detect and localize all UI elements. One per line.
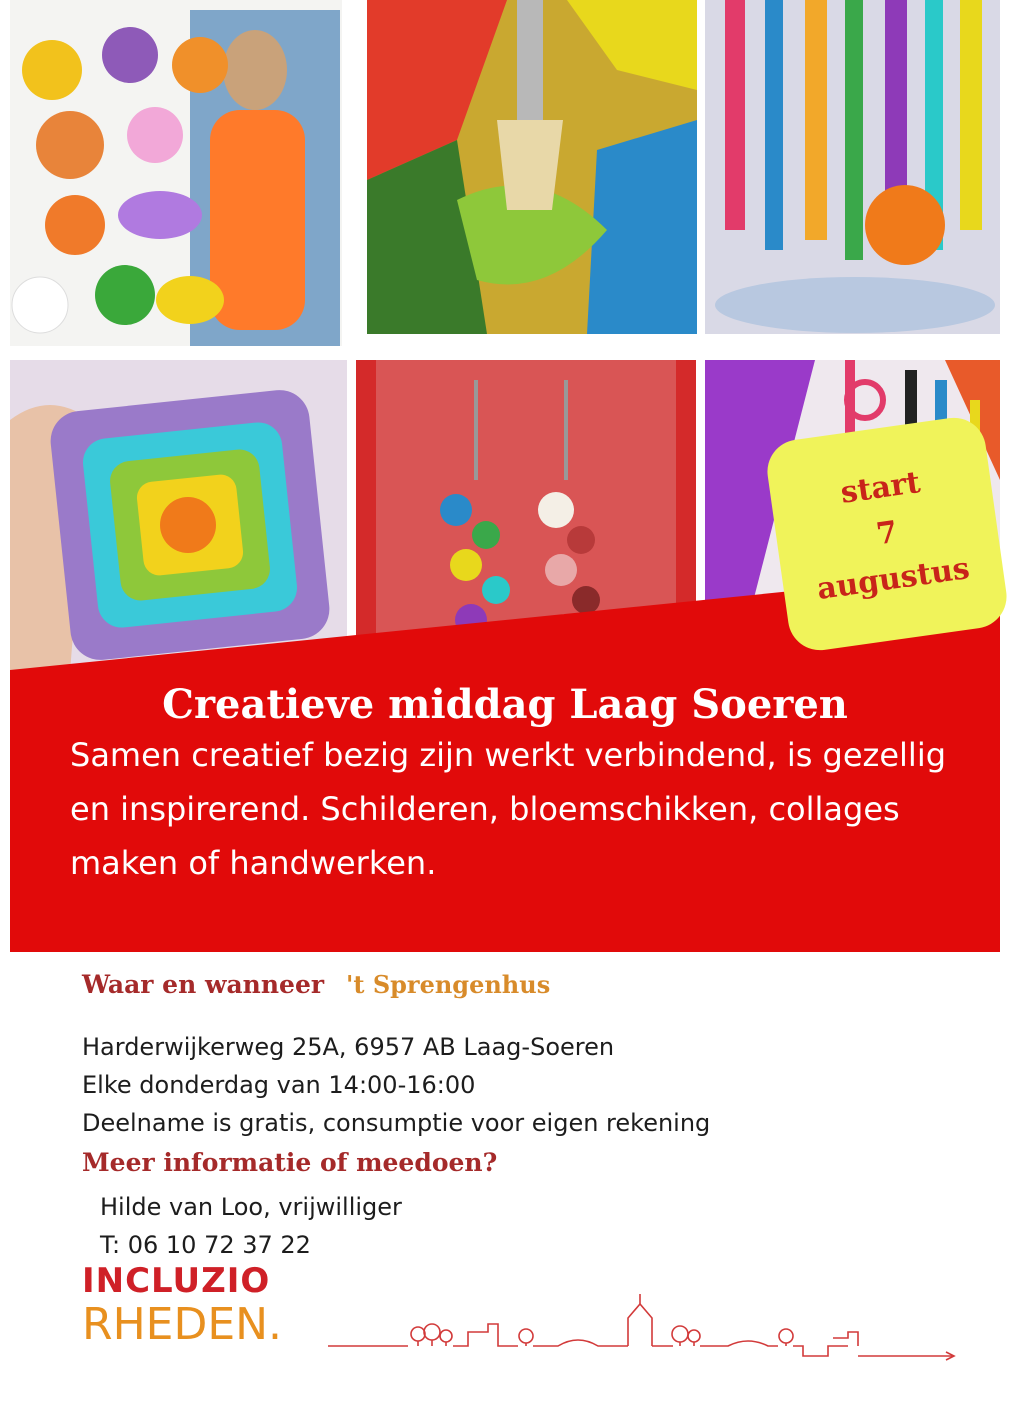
badge-start-label: start [838,465,923,511]
contact-person: Hilde van Loo, vrijwilliger [100,1193,402,1221]
flyer-page [10,0,1000,1403]
where-when-row [82,970,982,1014]
photo-crochet-square [10,360,347,672]
logo-line-1: INCLUZIO [82,1261,271,1301]
page-title: Creatieve middag Laag Soeren [162,681,848,728]
start-date-badge [763,414,1010,655]
intro-text: Samen creatief bezig zijn werkt verbindend, is gezellig en inspirerend. Schilderen, bloemschikken, collages maken of handwerken. [70,736,947,882]
incluzio-rheden-logo [82,1262,282,1350]
logo-line-2: RHEDEN. [82,1299,283,1350]
photo-paint-brush [367,0,697,334]
badge-day: 7 [874,514,900,553]
contact-heading: Meer informatie of meedoen? [82,1148,498,1177]
badge-month: augustus [814,551,972,608]
address-text: Harderwijkerweg 25A, 6957 AB Laag-Soeren [82,1033,615,1061]
cost-text: Deelname is gratis, consumptie voor eigen rekening [82,1109,711,1137]
where-when-heading: Waar en wanneer [82,970,325,999]
info-section [82,970,982,1264]
contact-phone[interactable]: T: 06 10 72 37 22 [100,1231,311,1259]
photo-felt-keychains [10,0,342,346]
venue-name: 't Sprengenhus [346,970,551,999]
schedule-text: Elke donderdag van 14:00-16:00 [82,1071,476,1099]
skyline-icon [328,1288,968,1368]
photo-brushes-jar [705,0,1000,334]
